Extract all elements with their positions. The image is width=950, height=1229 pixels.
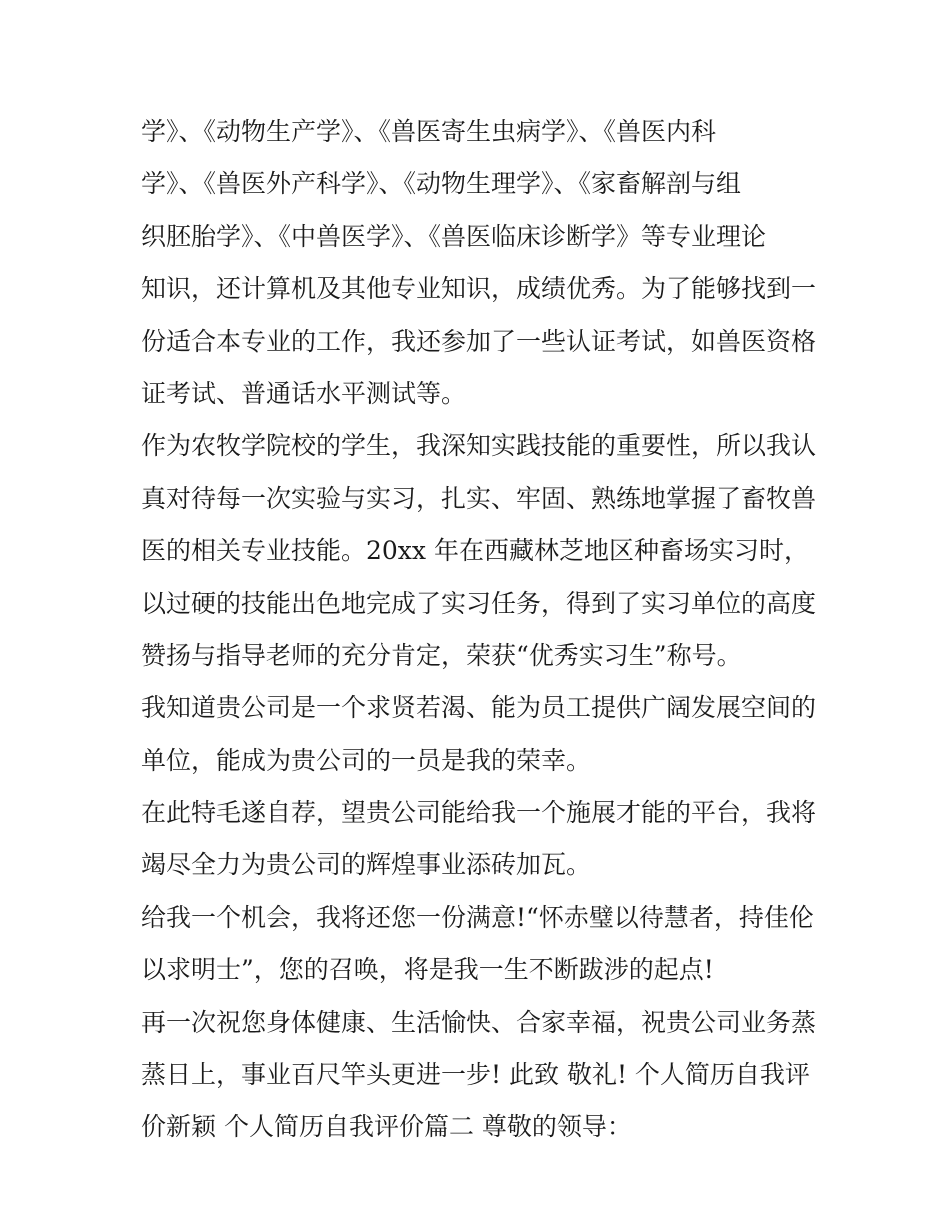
text-line: 在此特毛遂自荐，望贵公司能给我一个施展才能的平台，我将 bbox=[141, 798, 817, 828]
text-line: 我知道贵公司是一个求贤若渴、能为员工提供广阔发展空间的 bbox=[141, 693, 817, 723]
text-line: 赞扬与指导老师的充分肯定，荣获“优秀实习生”称号。 bbox=[141, 640, 742, 670]
text-line: 织胚胎学》、《中兽医学》、《兽医临床诊断学》等专业理论 bbox=[141, 221, 767, 251]
text-line: 单位，能成为贵公司的一员是我的荣幸。 bbox=[141, 745, 592, 775]
document-body bbox=[141, 106, 821, 1154]
text-line: 竭尽全力为贵公司的辉煌事业添砖加瓦。 bbox=[141, 850, 592, 880]
text-line: 作为农牧学院校的学生，我深知实践技能的重要性，所以我认 bbox=[141, 431, 817, 461]
text-line: 份适合本专业的工作，我还参加了一些认证考试，如兽医资格 bbox=[141, 326, 817, 356]
text-line: 真对待每一次实验与实习，扎实、牢固、熟练地掌握了畜牧兽 bbox=[141, 483, 817, 513]
text-line: 学》、《动物生产学》、《兽医寄生虫病学》、《兽医内科 bbox=[141, 117, 717, 146]
text-line: 以过硬的技能出色地完成了实习任务，得到了实习单位的高度 bbox=[141, 588, 817, 618]
text-line: 学》、《兽医外产科学》、《动物生理学》、《家畜解剖与组 bbox=[141, 169, 742, 199]
text-line: 再一次祝您身体健康、生活愉快、合家幸福，祝贵公司业务蒸 bbox=[141, 1007, 817, 1037]
text-line: 医的相关专业技能。20xx 年在西藏林芝地区种畜场实习时， bbox=[141, 536, 809, 566]
text-line: 证考试、普通话水平测试等。 bbox=[141, 378, 467, 408]
text-line: 给我一个机会，我将还您一份满意!“怀赤璧以待慧者，持佳伦 bbox=[141, 902, 814, 932]
text-line: 价新颖 个人简历自我评价篇二 尊敬的领导： bbox=[141, 1112, 632, 1142]
text-line: 以求明士”，您的召唤，将是我一生不断跋涉的起点! bbox=[141, 955, 714, 985]
text-line: 蒸日上，事业百尺竿头更进一步! 此致 敬礼! 个人简历自我评 bbox=[141, 1060, 810, 1090]
text-line: 知识，还计算机及其他专业知识，成绩优秀。为了能够找到一 bbox=[141, 274, 817, 304]
